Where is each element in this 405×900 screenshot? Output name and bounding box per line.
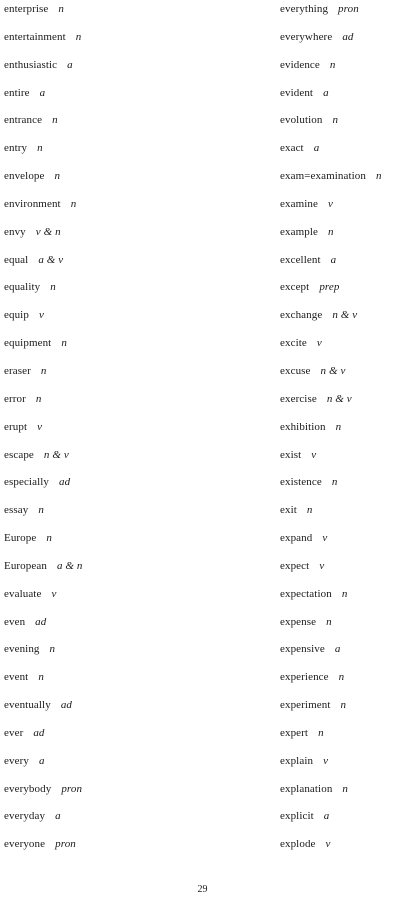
- part-of-speech: n: [49, 643, 56, 656]
- vocabulary-entry: [280, 585, 405, 613]
- entry-word: entrance: [4, 114, 43, 127]
- part-of-speech: v: [327, 197, 333, 210]
- vocabulary-entry: [4, 56, 204, 84]
- vocabulary-entry: [4, 139, 204, 167]
- entry-word: example: [280, 225, 318, 238]
- part-of-speech: v: [316, 337, 322, 350]
- vocabulary-entry: [280, 0, 405, 28]
- part-of-speech: n: [306, 504, 313, 517]
- part-of-speech: n: [50, 281, 56, 294]
- part-of-speech: n: [58, 3, 64, 15]
- entry-word: exchange: [280, 309, 323, 322]
- part-of-speech: a & v: [38, 253, 64, 266]
- entry-word: exercise: [280, 392, 317, 405]
- part-of-speech: v: [311, 448, 317, 461]
- part-of-speech: n: [341, 587, 348, 600]
- entry-word: explain: [280, 754, 314, 767]
- part-of-speech: ad: [33, 726, 45, 739]
- entry-word: explode: [280, 838, 316, 851]
- vocabulary-entry: [280, 780, 405, 808]
- part-of-speech: n: [46, 532, 52, 545]
- vocabulary-entry: [4, 668, 204, 696]
- entry-word: Europe: [4, 532, 37, 545]
- entry-word: equip: [4, 309, 29, 322]
- entry-word: environment: [4, 197, 61, 210]
- entry-word: explicit: [280, 810, 314, 823]
- vocabulary-entry: [280, 167, 405, 195]
- part-of-speech: n & v: [43, 448, 69, 461]
- vocabulary-entry: [4, 724, 204, 752]
- vocabulary-entry: [280, 696, 405, 724]
- vocabulary-entry: [280, 28, 405, 56]
- vocabulary-entry: [4, 557, 204, 585]
- entry-word: everyone: [4, 838, 46, 851]
- entry-word: evidence: [280, 58, 320, 71]
- part-of-speech: a: [67, 58, 73, 71]
- part-of-speech: v: [322, 532, 328, 545]
- entry-word: entire: [4, 86, 30, 99]
- part-of-speech: n: [70, 197, 77, 210]
- part-of-speech: n & v: [326, 392, 352, 405]
- entry-word: every: [4, 754, 29, 767]
- vocabulary-entry: [4, 278, 204, 306]
- entry-word: even: [4, 615, 26, 628]
- vocabulary-entry: [4, 84, 204, 112]
- vocabulary-entry: [280, 529, 405, 557]
- part-of-speech: v: [51, 587, 57, 600]
- part-of-speech: v: [38, 309, 44, 322]
- entry-word: explanation: [280, 782, 333, 795]
- vocabulary-entry: [280, 501, 405, 529]
- entry-word: expand: [280, 532, 313, 545]
- vocabulary-entry: [280, 223, 405, 251]
- part-of-speech: prep: [319, 281, 340, 294]
- entry-word: equal: [4, 253, 29, 266]
- vocabulary-entry: [280, 362, 405, 390]
- vocabulary-entry: [4, 195, 204, 223]
- entry-word: especially: [4, 476, 49, 489]
- entry-word: existence: [280, 476, 322, 489]
- vocabulary-entry: [4, 334, 204, 362]
- vocabulary-entry: [4, 473, 204, 501]
- entry-word: equipment: [4, 337, 52, 350]
- entry-word: exam=examination: [280, 170, 366, 183]
- part-of-speech: n: [75, 30, 82, 43]
- entry-word: entertainment: [4, 30, 66, 43]
- entry-word: expense: [280, 615, 317, 628]
- vocabulary-entry: [280, 306, 405, 334]
- vocabulary-entry: [4, 807, 204, 835]
- entry-word: expert: [280, 726, 309, 739]
- vocabulary-entry: [4, 418, 204, 446]
- part-of-speech: v & n: [35, 225, 61, 238]
- entry-word: envy: [4, 225, 26, 238]
- part-of-speech: a & n: [56, 559, 83, 572]
- part-of-speech: n: [338, 671, 345, 684]
- part-of-speech: v: [319, 559, 325, 572]
- vocabulary-entry: [280, 418, 405, 446]
- vocabulary-entry: [280, 752, 405, 780]
- vocabulary-entry: [4, 696, 204, 724]
- entry-word: excite: [280, 337, 307, 350]
- entry-word: expensive: [280, 643, 325, 656]
- entry-word: event: [4, 671, 29, 684]
- entry-word: everyday: [4, 810, 46, 823]
- entry-word: everything: [280, 3, 329, 15]
- vocabulary-entry: [280, 390, 405, 418]
- part-of-speech: n: [40, 364, 47, 377]
- part-of-speech: pron: [61, 782, 83, 795]
- vocabulary-entry: [4, 585, 204, 613]
- vocabulary-entry: [4, 613, 204, 641]
- entry-word: expect: [280, 559, 310, 572]
- page-number: 29: [197, 884, 208, 895]
- part-of-speech: a: [334, 643, 341, 656]
- entry-word: experiment: [280, 699, 331, 712]
- part-of-speech: n: [326, 615, 332, 628]
- part-of-speech: ad: [60, 699, 73, 712]
- vocabulary-entry: [4, 446, 204, 474]
- vocabulary-entry: [280, 139, 405, 167]
- vocabulary-entry: [280, 613, 405, 641]
- part-of-speech: n: [38, 504, 44, 517]
- entry-word: evident: [280, 86, 314, 99]
- part-of-speech: n: [37, 142, 43, 155]
- vocabulary-entry: [280, 668, 405, 696]
- entry-word: examine: [280, 197, 318, 210]
- vocabulary-entry: [280, 56, 405, 84]
- part-of-speech: a: [323, 86, 329, 99]
- entry-word: experience: [280, 671, 329, 684]
- part-of-speech: n: [340, 699, 347, 712]
- part-of-speech: n: [61, 337, 67, 350]
- vocabulary-entry: [4, 167, 204, 195]
- entry-word: exact: [280, 142, 304, 155]
- entry-word: expectation: [280, 587, 332, 600]
- vocabulary-entry: [280, 835, 405, 863]
- vocabulary-entry: [4, 223, 204, 251]
- left-word-column: [4, 0, 204, 863]
- part-of-speech: pron: [55, 838, 76, 851]
- part-of-speech: n: [332, 114, 339, 127]
- part-of-speech: n & v: [320, 364, 346, 377]
- entry-word: envelope: [4, 170, 45, 183]
- entry-word: evening: [4, 643, 40, 656]
- entry-word: equality: [4, 281, 41, 294]
- right-word-column: [280, 0, 405, 863]
- part-of-speech: v: [323, 754, 329, 767]
- part-of-speech: a: [38, 754, 45, 767]
- vocabulary-entry: [4, 780, 204, 808]
- entry-word: everywhere: [280, 30, 333, 43]
- vocabulary-entry: [280, 111, 405, 139]
- entry-word: erupt: [4, 420, 28, 433]
- part-of-speech: ad: [35, 615, 47, 628]
- entry-word: eventually: [4, 699, 51, 712]
- part-of-speech: n: [329, 58, 336, 71]
- vocabulary-entry: [280, 278, 405, 306]
- entry-word: exit: [280, 504, 297, 517]
- vocabulary-entry: [280, 473, 405, 501]
- entry-word: everybody: [4, 782, 52, 795]
- entry-word: exhibition: [280, 420, 326, 433]
- vocabulary-entry: [280, 807, 405, 835]
- part-of-speech: n: [52, 114, 58, 127]
- entry-word: eraser: [4, 364, 31, 377]
- part-of-speech: n & v: [332, 309, 358, 322]
- part-of-speech: n: [342, 782, 349, 795]
- part-of-speech: n: [54, 170, 61, 183]
- entry-word: exist: [280, 448, 302, 461]
- vocabulary-entry: [4, 0, 204, 28]
- entry-word: European: [4, 559, 47, 572]
- part-of-speech: a: [39, 86, 46, 99]
- part-of-speech: a: [55, 810, 61, 823]
- vocabulary-entry: [280, 724, 405, 752]
- entry-word: enterprise: [4, 3, 49, 15]
- vocabulary-entry: [4, 251, 204, 279]
- part-of-speech: a: [313, 142, 320, 155]
- part-of-speech: ad: [58, 476, 71, 489]
- vocabulary-entry: [4, 111, 204, 139]
- vocabulary-entry: [280, 84, 405, 112]
- vocabulary-entry: [280, 557, 405, 585]
- part-of-speech: n: [35, 392, 42, 405]
- entry-word: entry: [4, 142, 28, 155]
- entry-word: escape: [4, 448, 34, 461]
- part-of-speech: n: [335, 420, 342, 433]
- part-of-speech: n: [318, 726, 324, 739]
- entry-word: enthusiastic: [4, 58, 58, 71]
- entry-word: evolution: [280, 114, 323, 127]
- vocabulary-entry: [4, 390, 204, 418]
- entry-word: excuse: [280, 364, 311, 377]
- part-of-speech: n: [331, 476, 338, 489]
- vocabulary-entry: [4, 752, 204, 780]
- part-of-speech: n: [327, 225, 334, 238]
- vocabulary-entry: [4, 362, 204, 390]
- vocabulary-entry: [4, 28, 204, 56]
- part-of-speech: n: [376, 170, 382, 183]
- entry-word: except: [280, 281, 310, 294]
- part-of-speech: v: [325, 838, 331, 851]
- part-of-speech: a: [323, 810, 330, 823]
- part-of-speech: a: [330, 253, 337, 266]
- vocabulary-entry: [280, 640, 405, 668]
- entry-word: excellent: [280, 253, 321, 266]
- vocabulary-entry: [4, 529, 204, 557]
- part-of-speech: ad: [342, 30, 354, 43]
- entry-word: ever: [4, 726, 24, 739]
- entry-word: evaluate: [4, 587, 42, 600]
- vocabulary-entry: [280, 446, 405, 474]
- vocabulary-entry: [4, 640, 204, 668]
- part-of-speech: pron: [338, 3, 359, 15]
- vocabulary-entry: [4, 835, 204, 863]
- vocabulary-entry: [4, 501, 204, 529]
- entry-word: error: [4, 392, 26, 405]
- part-of-speech: n: [38, 671, 44, 684]
- entry-word: essay: [4, 504, 29, 517]
- vocabulary-entry: [280, 251, 405, 279]
- part-of-speech: v: [37, 420, 43, 433]
- vocabulary-entry: [280, 195, 405, 223]
- vocabulary-entry: [4, 306, 204, 334]
- vocabulary-entry: [280, 334, 405, 362]
